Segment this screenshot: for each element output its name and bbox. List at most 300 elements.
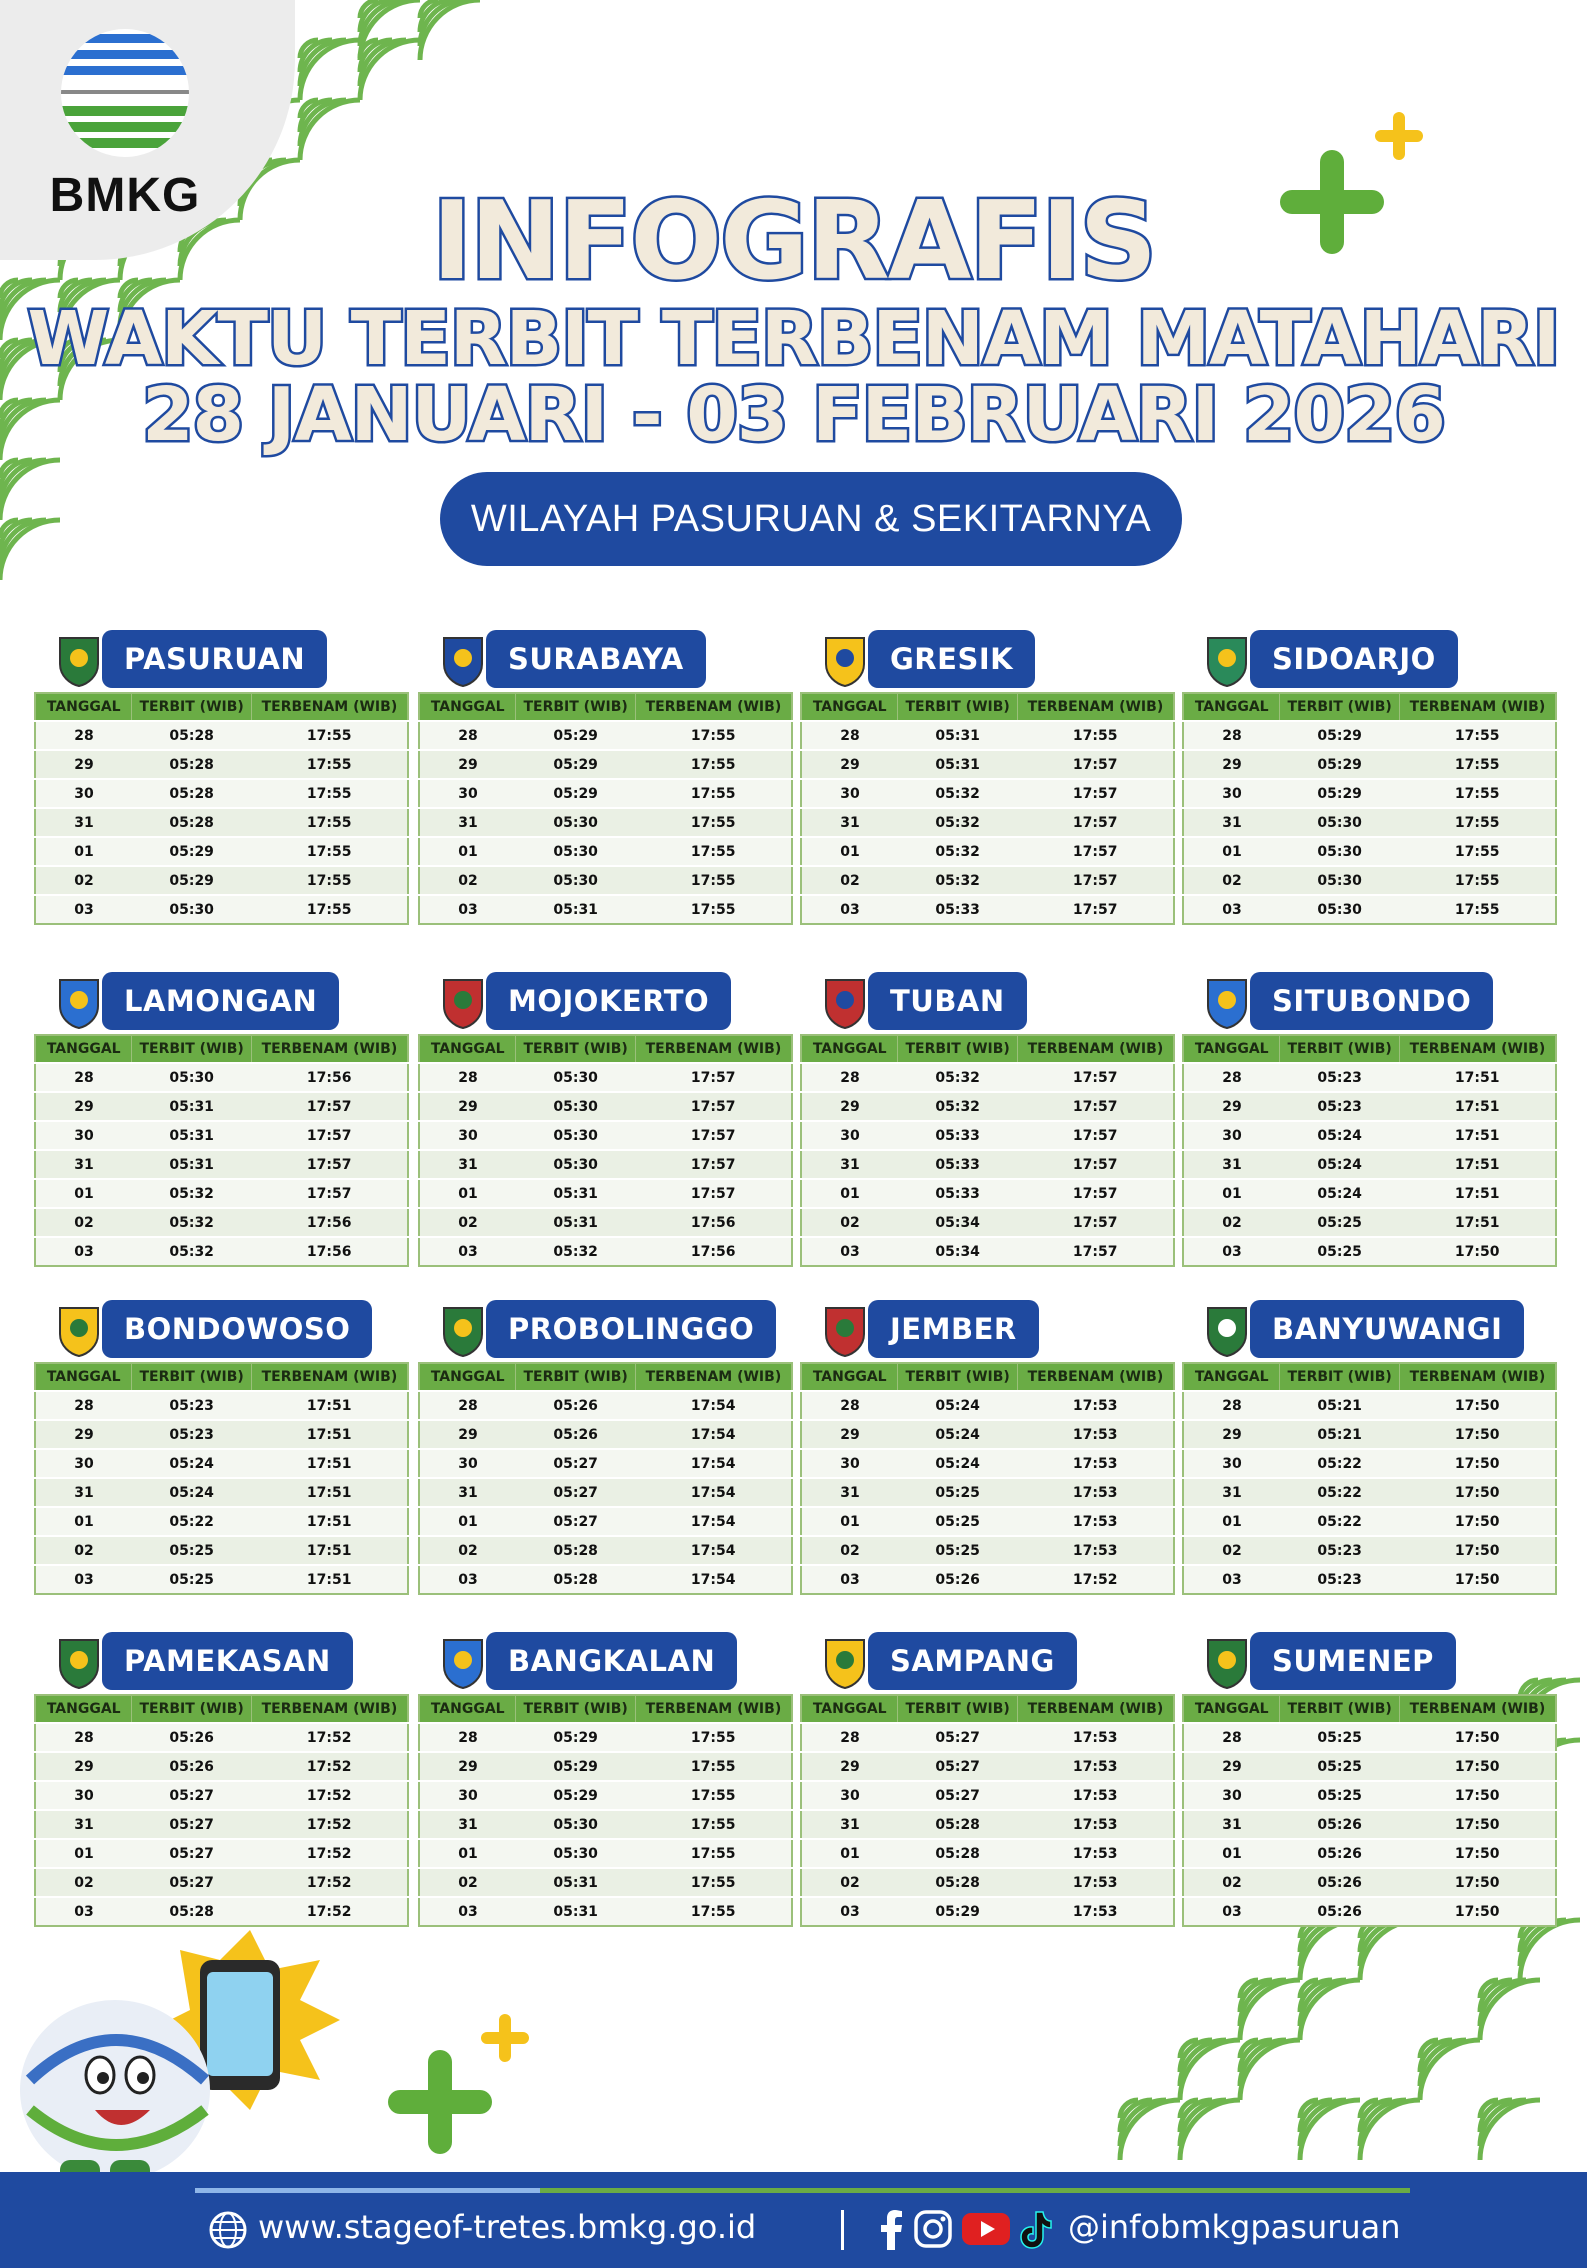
website-link[interactable]: www.stageof-tretes.bmkg.go.id bbox=[258, 2208, 757, 2246]
table-row bbox=[1183, 1507, 1556, 1536]
date-cell: 01 bbox=[419, 1179, 516, 1208]
city-panel-sumenep bbox=[1182, 1632, 1557, 1927]
sunset-cell: 17:55 bbox=[1399, 895, 1556, 924]
column-header: TERBENAM (WIB) bbox=[635, 693, 792, 721]
sunrise-cell: 05:21 bbox=[1280, 1420, 1399, 1449]
table-row bbox=[801, 1868, 1174, 1897]
sunset-cell: 17:56 bbox=[251, 1208, 408, 1237]
city-emblem-icon bbox=[440, 634, 486, 688]
date-cell: 28 bbox=[801, 1723, 898, 1752]
column-header: TERBENAM (WIB) bbox=[1017, 1035, 1174, 1063]
city-name: MOJOKERTO bbox=[486, 972, 731, 1030]
sunset-cell: 17:55 bbox=[635, 895, 792, 924]
social-handle[interactable]: @infobmkgpasuruan bbox=[1068, 2208, 1401, 2246]
date-cell: 30 bbox=[35, 1121, 132, 1150]
city-emblem-icon bbox=[1204, 976, 1250, 1030]
table-row bbox=[1183, 1092, 1556, 1121]
table-row bbox=[1183, 837, 1556, 866]
date-cell: 30 bbox=[419, 1781, 516, 1810]
date-cell: 30 bbox=[1183, 1121, 1280, 1150]
date-cell: 31 bbox=[35, 1478, 132, 1507]
city-emblem-icon bbox=[440, 1636, 486, 1690]
sunset-cell: 17:57 bbox=[635, 1063, 792, 1092]
table-row bbox=[35, 837, 408, 866]
sunset-cell: 17:50 bbox=[1399, 1449, 1556, 1478]
city-panel-header bbox=[34, 1632, 409, 1694]
date-cell: 29 bbox=[1183, 1092, 1280, 1121]
city-panel-jember bbox=[800, 1300, 1175, 1595]
city-panel-bangkalan bbox=[418, 1632, 793, 1927]
sunset-cell: 17:53 bbox=[1017, 1752, 1174, 1781]
table-row bbox=[419, 779, 792, 808]
date-cell: 31 bbox=[35, 1810, 132, 1839]
table-row bbox=[419, 1565, 792, 1594]
table-row bbox=[35, 1121, 408, 1150]
sunset-cell: 17:51 bbox=[1399, 1092, 1556, 1121]
table-row bbox=[1183, 1449, 1556, 1478]
sunset-cell: 17:51 bbox=[1399, 1063, 1556, 1092]
sunrise-cell: 05:31 bbox=[516, 895, 635, 924]
column-header: TERBIT (WIB) bbox=[1280, 1363, 1399, 1391]
sun-times-table bbox=[800, 1694, 1175, 1927]
table-row bbox=[801, 721, 1174, 750]
sunrise-cell: 05:26 bbox=[1280, 1810, 1399, 1839]
sunrise-cell: 05:32 bbox=[132, 1179, 251, 1208]
table-row bbox=[419, 1752, 792, 1781]
sunrise-cell: 05:30 bbox=[516, 837, 635, 866]
city-panel-sidoarjo bbox=[1182, 630, 1557, 925]
sun-times-table bbox=[418, 1694, 793, 1927]
sunrise-cell: 05:28 bbox=[132, 1897, 251, 1926]
sunrise-cell: 05:32 bbox=[132, 1237, 251, 1266]
sunrise-cell: 05:22 bbox=[1280, 1449, 1399, 1478]
table-row bbox=[35, 1237, 408, 1266]
sunset-cell: 17:55 bbox=[635, 837, 792, 866]
sunrise-cell: 05:24 bbox=[898, 1420, 1017, 1449]
date-cell: 30 bbox=[801, 1121, 898, 1150]
youtube-icon[interactable] bbox=[962, 2210, 1010, 2248]
city-panel-header bbox=[800, 630, 1175, 692]
sunset-cell: 17:53 bbox=[1017, 1478, 1174, 1507]
sun-times-table bbox=[34, 692, 409, 925]
city-panel-header bbox=[1182, 630, 1557, 692]
table-row bbox=[801, 866, 1174, 895]
city-name: SITUBONDO bbox=[1250, 972, 1493, 1030]
table-row bbox=[35, 1449, 408, 1478]
sunrise-cell: 05:30 bbox=[516, 1121, 635, 1150]
sunrise-cell: 05:28 bbox=[898, 1839, 1017, 1868]
sunset-cell: 17:53 bbox=[1017, 1449, 1174, 1478]
sunrise-cell: 05:30 bbox=[516, 866, 635, 895]
city-emblem-icon bbox=[822, 634, 868, 688]
sunrise-cell: 05:26 bbox=[516, 1391, 635, 1420]
sunrise-cell: 05:29 bbox=[516, 1723, 635, 1752]
date-cell: 28 bbox=[801, 721, 898, 750]
date-cell: 28 bbox=[801, 1391, 898, 1420]
table-row bbox=[419, 1150, 792, 1179]
table-row bbox=[1183, 750, 1556, 779]
sunset-cell: 17:57 bbox=[251, 1179, 408, 1208]
column-header: TERBIT (WIB) bbox=[898, 1363, 1017, 1391]
sunset-cell: 17:54 bbox=[635, 1420, 792, 1449]
sunrise-cell: 05:31 bbox=[516, 1179, 635, 1208]
date-cell: 29 bbox=[419, 1092, 516, 1121]
sunrise-cell: 05:33 bbox=[898, 1121, 1017, 1150]
city-name: PROBOLINGGO bbox=[486, 1300, 776, 1358]
table-row bbox=[1183, 1063, 1556, 1092]
table-row bbox=[35, 779, 408, 808]
date-cell: 29 bbox=[419, 1752, 516, 1781]
sunrise-cell: 05:23 bbox=[1280, 1536, 1399, 1565]
sunset-cell: 17:52 bbox=[251, 1810, 408, 1839]
sunset-cell: 17:51 bbox=[251, 1507, 408, 1536]
sunrise-cell: 05:27 bbox=[132, 1839, 251, 1868]
city-panel-surabaya bbox=[418, 630, 793, 925]
column-header: TERBIT (WIB) bbox=[898, 1695, 1017, 1723]
table-row bbox=[35, 721, 408, 750]
sunset-cell: 17:55 bbox=[1399, 837, 1556, 866]
sunrise-cell: 05:32 bbox=[898, 779, 1017, 808]
sunset-cell: 17:57 bbox=[1017, 1092, 1174, 1121]
table-row bbox=[419, 1449, 792, 1478]
sunset-cell: 17:51 bbox=[1399, 1150, 1556, 1179]
sunset-cell: 17:51 bbox=[251, 1478, 408, 1507]
sunset-cell: 17:57 bbox=[635, 1121, 792, 1150]
sunrise-cell: 05:31 bbox=[516, 1868, 635, 1897]
sunrise-cell: 05:33 bbox=[898, 1179, 1017, 1208]
sunset-cell: 17:50 bbox=[1399, 1420, 1556, 1449]
date-cell: 02 bbox=[801, 866, 898, 895]
date-cell: 02 bbox=[801, 1536, 898, 1565]
column-header: TANGGAL bbox=[1183, 1695, 1280, 1723]
sunrise-cell: 05:27 bbox=[898, 1723, 1017, 1752]
sunrise-cell: 05:24 bbox=[132, 1449, 251, 1478]
sunrise-cell: 05:30 bbox=[516, 808, 635, 837]
table-row bbox=[801, 1839, 1174, 1868]
date-cell: 30 bbox=[35, 779, 132, 808]
footer bbox=[0, 2172, 1587, 2268]
sunrise-cell: 05:26 bbox=[132, 1723, 251, 1752]
sunset-cell: 17:55 bbox=[251, 779, 408, 808]
sunset-cell: 17:51 bbox=[251, 1420, 408, 1449]
city-panel-mojokerto bbox=[418, 972, 793, 1267]
sunrise-cell: 05:27 bbox=[132, 1810, 251, 1839]
sunrise-cell: 05:30 bbox=[1280, 895, 1399, 924]
sunset-cell: 17:57 bbox=[1017, 750, 1174, 779]
table-row bbox=[35, 1208, 408, 1237]
sunset-cell: 17:55 bbox=[635, 1839, 792, 1868]
date-cell: 30 bbox=[801, 779, 898, 808]
footer-divider-line bbox=[195, 2188, 540, 2193]
city-emblem-icon bbox=[822, 976, 868, 1030]
city-name: SAMPANG bbox=[868, 1632, 1077, 1690]
sunrise-cell: 05:31 bbox=[898, 721, 1017, 750]
date-cell: 28 bbox=[419, 1063, 516, 1092]
table-row bbox=[1183, 1781, 1556, 1810]
sunrise-cell: 05:30 bbox=[516, 1810, 635, 1839]
sunset-cell: 17:57 bbox=[1017, 1121, 1174, 1150]
tiktok-icon[interactable] bbox=[1018, 2210, 1052, 2250]
date-cell: 03 bbox=[801, 895, 898, 924]
sunrise-cell: 05:26 bbox=[132, 1752, 251, 1781]
column-header: TERBENAM (WIB) bbox=[1399, 1035, 1556, 1063]
city-panel-header bbox=[418, 972, 793, 1034]
sunset-cell: 17:52 bbox=[251, 1752, 408, 1781]
sun-times-table bbox=[1182, 1694, 1557, 1927]
date-cell: 01 bbox=[419, 1839, 516, 1868]
city-name: BANGKALAN bbox=[486, 1632, 737, 1690]
sunset-cell: 17:50 bbox=[1399, 1391, 1556, 1420]
table-row bbox=[801, 1781, 1174, 1810]
sunrise-cell: 05:32 bbox=[132, 1208, 251, 1237]
date-cell: 29 bbox=[801, 1420, 898, 1449]
date-cell: 28 bbox=[419, 721, 516, 750]
sunset-cell: 17:53 bbox=[1017, 1391, 1174, 1420]
city-emblem-icon bbox=[56, 634, 102, 688]
sunset-cell: 17:52 bbox=[251, 1839, 408, 1868]
table-row bbox=[419, 1810, 792, 1839]
city-panel-header bbox=[800, 1632, 1175, 1694]
sunrise-cell: 05:31 bbox=[516, 1897, 635, 1926]
table-row bbox=[801, 1237, 1174, 1266]
sunset-cell: 17:57 bbox=[1017, 1150, 1174, 1179]
sunset-cell: 17:57 bbox=[1017, 895, 1174, 924]
table-row bbox=[419, 1063, 792, 1092]
sunset-cell: 17:55 bbox=[1399, 721, 1556, 750]
sunset-cell: 17:55 bbox=[635, 779, 792, 808]
date-cell: 01 bbox=[35, 1507, 132, 1536]
table-row bbox=[1183, 1208, 1556, 1237]
date-cell: 01 bbox=[35, 1839, 132, 1868]
sunrise-cell: 05:31 bbox=[516, 1208, 635, 1237]
sunrise-cell: 05:27 bbox=[516, 1478, 635, 1507]
date-cell: 03 bbox=[1183, 1565, 1280, 1594]
column-header: TANGGAL bbox=[35, 1035, 132, 1063]
date-cell: 29 bbox=[1183, 750, 1280, 779]
sunrise-cell: 05:25 bbox=[1280, 1208, 1399, 1237]
date-cell: 31 bbox=[35, 808, 132, 837]
city-panel-header bbox=[800, 972, 1175, 1034]
sunset-cell: 17:50 bbox=[1399, 1810, 1556, 1839]
table-row bbox=[1183, 1420, 1556, 1449]
sunset-cell: 17:57 bbox=[1017, 866, 1174, 895]
table-row bbox=[1183, 1839, 1556, 1868]
table-row bbox=[419, 808, 792, 837]
sunrise-cell: 05:21 bbox=[1280, 1391, 1399, 1420]
table-row bbox=[801, 1449, 1174, 1478]
sunrise-cell: 05:24 bbox=[1280, 1150, 1399, 1179]
column-header: TERBENAM (WIB) bbox=[635, 1363, 792, 1391]
table-row bbox=[801, 1150, 1174, 1179]
table-row bbox=[419, 1507, 792, 1536]
date-cell: 31 bbox=[1183, 1150, 1280, 1179]
date-cell: 01 bbox=[801, 1507, 898, 1536]
table-row bbox=[419, 1391, 792, 1420]
date-cell: 02 bbox=[1183, 1208, 1280, 1237]
sun-times-table bbox=[34, 1694, 409, 1927]
sunrise-cell: 05:22 bbox=[1280, 1478, 1399, 1507]
sunset-cell: 17:55 bbox=[251, 808, 408, 837]
date-cell: 01 bbox=[35, 837, 132, 866]
table-row bbox=[419, 1897, 792, 1926]
date-cell: 02 bbox=[801, 1208, 898, 1237]
sunset-cell: 17:53 bbox=[1017, 1839, 1174, 1868]
city-panel-tuban bbox=[800, 972, 1175, 1267]
sunrise-cell: 05:24 bbox=[898, 1449, 1017, 1478]
sunrise-cell: 05:25 bbox=[1280, 1237, 1399, 1266]
column-header: TERBIT (WIB) bbox=[898, 693, 1017, 721]
city-name: JEMBER bbox=[868, 1300, 1039, 1358]
city-panel-header bbox=[34, 972, 409, 1034]
sunrise-cell: 05:24 bbox=[1280, 1121, 1399, 1150]
sunset-cell: 17:50 bbox=[1399, 1868, 1556, 1897]
sunset-cell: 17:50 bbox=[1399, 1723, 1556, 1752]
column-header: TANGGAL bbox=[1183, 1363, 1280, 1391]
date-cell: 03 bbox=[1183, 1897, 1280, 1926]
table-row bbox=[419, 866, 792, 895]
city-emblem-icon bbox=[1204, 1304, 1250, 1358]
sunset-cell: 17:56 bbox=[251, 1063, 408, 1092]
sunset-cell: 17:53 bbox=[1017, 1810, 1174, 1839]
sunrise-cell: 05:30 bbox=[1280, 866, 1399, 895]
date-cell: 29 bbox=[419, 750, 516, 779]
city-name: PASURUAN bbox=[102, 630, 327, 688]
table-row bbox=[1183, 1478, 1556, 1507]
date-cell: 30 bbox=[419, 1121, 516, 1150]
table-row bbox=[35, 1781, 408, 1810]
column-header: TANGGAL bbox=[801, 1035, 898, 1063]
table-row bbox=[801, 1810, 1174, 1839]
sunset-cell: 17:51 bbox=[1399, 1179, 1556, 1208]
plus-icon-bottom bbox=[388, 2014, 529, 2154]
date-cell: 02 bbox=[35, 1208, 132, 1237]
date-cell: 02 bbox=[1183, 1868, 1280, 1897]
sunset-cell: 17:50 bbox=[1399, 1507, 1556, 1536]
sunrise-cell: 05:22 bbox=[132, 1507, 251, 1536]
date-cell: 03 bbox=[35, 1565, 132, 1594]
column-header: TERBENAM (WIB) bbox=[251, 1035, 408, 1063]
date-cell: 29 bbox=[801, 750, 898, 779]
column-header: TANGGAL bbox=[419, 693, 516, 721]
city-panel-header bbox=[34, 630, 409, 692]
table-row bbox=[1183, 1536, 1556, 1565]
date-cell: 28 bbox=[1183, 1391, 1280, 1420]
table-row bbox=[35, 1897, 408, 1926]
table-row bbox=[801, 808, 1174, 837]
sunset-cell: 17:54 bbox=[635, 1507, 792, 1536]
sunset-cell: 17:51 bbox=[251, 1536, 408, 1565]
sunset-cell: 17:55 bbox=[1399, 866, 1556, 895]
date-cell: 02 bbox=[419, 866, 516, 895]
table-row bbox=[1183, 721, 1556, 750]
column-header: TERBIT (WIB) bbox=[132, 1363, 251, 1391]
date-cell: 28 bbox=[1183, 1063, 1280, 1092]
column-header: TERBENAM (WIB) bbox=[1399, 693, 1556, 721]
table-row bbox=[1183, 1565, 1556, 1594]
date-cell: 28 bbox=[35, 1723, 132, 1752]
sunset-cell: 17:55 bbox=[635, 1868, 792, 1897]
sunrise-cell: 05:28 bbox=[898, 1868, 1017, 1897]
date-cell: 03 bbox=[35, 895, 132, 924]
sunrise-cell: 05:23 bbox=[1280, 1092, 1399, 1121]
sunrise-cell: 05:32 bbox=[898, 837, 1017, 866]
table-row bbox=[801, 1391, 1174, 1420]
sunset-cell: 17:51 bbox=[251, 1449, 408, 1478]
sunrise-cell: 05:24 bbox=[132, 1478, 251, 1507]
table-row bbox=[35, 1868, 408, 1897]
date-cell: 28 bbox=[419, 1391, 516, 1420]
table-row bbox=[419, 1868, 792, 1897]
sunrise-cell: 05:32 bbox=[898, 1063, 1017, 1092]
date-cell: 31 bbox=[419, 1150, 516, 1179]
sunrise-cell: 05:26 bbox=[1280, 1868, 1399, 1897]
date-cell: 01 bbox=[1183, 1179, 1280, 1208]
sunrise-cell: 05:32 bbox=[898, 866, 1017, 895]
city-name: SIDOARJO bbox=[1250, 630, 1458, 688]
sunrise-cell: 05:28 bbox=[132, 779, 251, 808]
sunset-cell: 17:56 bbox=[635, 1208, 792, 1237]
sunrise-cell: 05:27 bbox=[516, 1507, 635, 1536]
city-name: BANYUWANGI bbox=[1250, 1300, 1524, 1358]
sunset-cell: 17:57 bbox=[635, 1092, 792, 1121]
table-row bbox=[35, 1565, 408, 1594]
city-emblem-icon bbox=[56, 976, 102, 1030]
city-panel-header bbox=[1182, 1300, 1557, 1362]
column-header: TERBIT (WIB) bbox=[516, 1363, 635, 1391]
date-cell: 31 bbox=[419, 1478, 516, 1507]
date-cell: 31 bbox=[419, 1810, 516, 1839]
sunset-cell: 17:55 bbox=[1399, 808, 1556, 837]
sunrise-cell: 05:28 bbox=[132, 721, 251, 750]
table-row bbox=[801, 1897, 1174, 1926]
logo-text: BMKG bbox=[49, 169, 201, 222]
city-panel-header bbox=[1182, 972, 1557, 1034]
date-cell: 03 bbox=[419, 1237, 516, 1266]
city-name: TUBAN bbox=[868, 972, 1027, 1030]
column-header: TERBIT (WIB) bbox=[132, 693, 251, 721]
column-header: TERBIT (WIB) bbox=[1280, 1035, 1399, 1063]
facebook-icon[interactable] bbox=[880, 2210, 904, 2250]
table-row bbox=[801, 750, 1174, 779]
city-panel-pamekasan bbox=[34, 1632, 409, 1927]
sunrise-cell: 05:26 bbox=[516, 1420, 635, 1449]
date-cell: 31 bbox=[801, 1478, 898, 1507]
sun-times-table bbox=[418, 1362, 793, 1595]
city-name: LAMONGAN bbox=[102, 972, 339, 1030]
city-name: GRESIK bbox=[868, 630, 1035, 688]
table-row bbox=[35, 1478, 408, 1507]
sunrise-cell: 05:24 bbox=[898, 1391, 1017, 1420]
sunset-cell: 17:52 bbox=[251, 1723, 408, 1752]
instagram-icon[interactable] bbox=[914, 2210, 952, 2248]
column-header: TERBIT (WIB) bbox=[1280, 693, 1399, 721]
sunset-cell: 17:53 bbox=[1017, 1781, 1174, 1810]
sunset-cell: 17:57 bbox=[1017, 1237, 1174, 1266]
sunset-cell: 17:50 bbox=[1399, 1565, 1556, 1594]
sunrise-cell: 05:25 bbox=[898, 1507, 1017, 1536]
date-cell: 31 bbox=[35, 1150, 132, 1179]
sunset-cell: 17:57 bbox=[1017, 1179, 1174, 1208]
date-cell: 28 bbox=[35, 1391, 132, 1420]
sunrise-cell: 05:29 bbox=[1280, 779, 1399, 808]
city-emblem-icon bbox=[1204, 1636, 1250, 1690]
sunset-cell: 17:55 bbox=[635, 808, 792, 837]
table-row bbox=[1183, 1237, 1556, 1266]
sunset-cell: 17:53 bbox=[1017, 1536, 1174, 1565]
date-cell: 01 bbox=[801, 1839, 898, 1868]
sunset-cell: 17:53 bbox=[1017, 1723, 1174, 1752]
sunset-cell: 17:51 bbox=[251, 1391, 408, 1420]
